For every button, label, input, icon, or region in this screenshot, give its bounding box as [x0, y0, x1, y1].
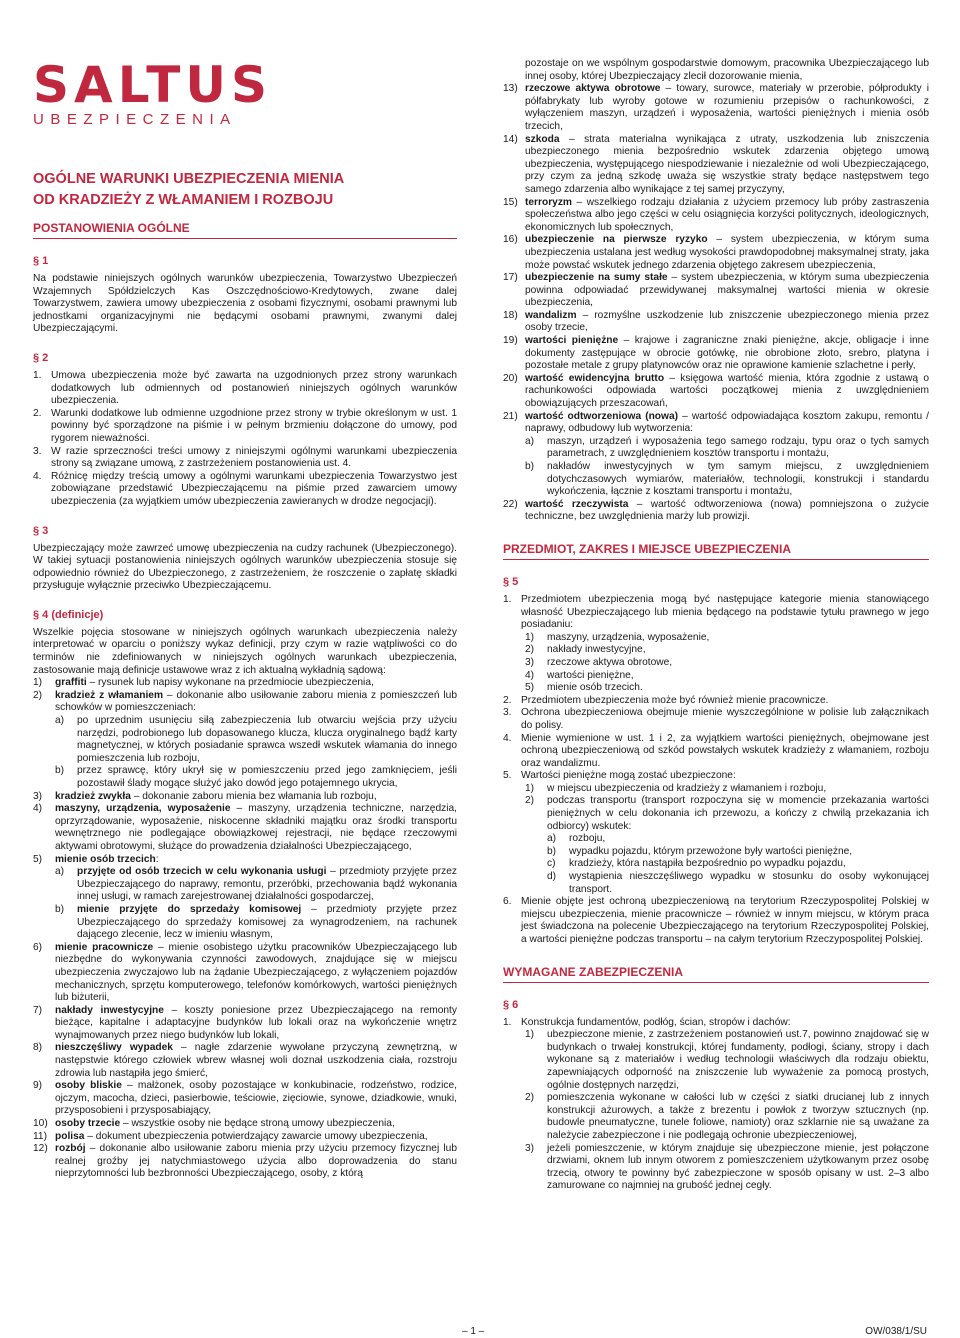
definition-item: 6) mienie pracownicze – mienie osobistego użytku pracowników Ubezpieczającego lub niezbędne do wykonywania czynności zawodowych, znajdujące się w miejscu ubezpieczenia zwyczajowo lub na żądanie Ubezpieczającego, z wyłączeniem pojazdów mechanicznych, sprzętu komputerowego, telefonów komórkowych, wartości pieniężnych lub biżuterii,	[33, 941, 457, 1004]
p5-item: 6. Mienie objęte jest ochroną ubezpieczeniową na terytorium Rzeczypospolitej Polskiej w miejscu ubezpieczenia, mienie pracownicze – również w innym miejscu, w którym praca jest świadczona na polecenie Ubezpieczającego na terytorium Rzeczypospolitej Polskiej, a wartości pieniężne podczas transportu – na całym terytorium Rzeczypospolitej Polskiej.	[503, 896, 929, 945]
p5-subitem: 4) wartości pieniężne,	[525, 669, 634, 681]
definition-item: 18) wandalizm – rozmyślne uszkodzenie lub zniszczenie ubezpieczonego mienia przez osoby trzecie,	[503, 309, 929, 334]
definition-item: 16) ubezpieczenie na pierwsze ryzyko – system ubezpieczenia, w którym suma ubezpieczenia ustalana jest według wysokości prawdopodobnej maksymalnej straty, jaka może powstać wskutek jednego zdarzenia objętego zakresem ubezpieczenia,	[503, 234, 929, 271]
title-line-2: OD KRADZIEŻY Z WŁAMANIEM I ROZBOJU	[33, 192, 334, 208]
p2-item: 2. Warunki dodatkowe lub odmienne uzgodnione przez strony w trybie określonym w ust. 1 powinny być sporządzone na piśmie i w pełnym brzmieniu dołączone do umowy, pod rygorem nieważności.	[33, 407, 457, 444]
definition-item: 2) kradzież z włamaniem – dokonanie albo usiłowanie zaboru mienia z pomieszczeń lub schowków w pomieszczeniach:	[33, 689, 457, 714]
definition-subitem: a) maszyn, urządzeń i wyposażenia tego samego rodzaju, typu oraz o tych samych parametrach, z uwzględnieniem kosztów transportu i montażu,	[525, 435, 929, 460]
p5-subsubitem: c) kradzieży, która nastąpiła bezpośrednio po wypadku pojazdu,	[547, 858, 846, 870]
paragraph-4-intro: Wszelkie pojęcia stosowane w niniejszych ogólnych warunkach ubezpieczenia należy interpretować w oparciu o poniższy wykaz definicji, przy czym w razie wątpliwości co do terminów nie zdefiniowanych w niniejszych ogólnych warunkach ubezpieczenia, zastosowanie mają definicje ustawowe wraz z ich aktualną wykładnią sądową:	[33, 626, 457, 676]
definition-item: 10) osoby trzecie – wszystkie osoby nie będące stroną umowy ubezpieczenia,	[33, 1118, 395, 1130]
p6-subitem: 3) jeżeli pomieszczenie, w którym znajduje się ubezpieczone mienie, jest połączone drzwiami, oknem lub innym otworem z pomieszczeniem użytkowanym przez osobę trzecią, otwory te powinny być zabezpieczone w sposób opisany w ust. 2–3 albo zamurowane co najmniej na grubość jednej cegły.	[525, 1142, 929, 1192]
paragraph-1-text: Na podstawie niniejszych ogólnych warunków ubezpieczenia, Towarzystwo Ubezpieczeń Wzajemnych Spółdzielczych Kas Oszczędnościowo-Kredytowych, zwane dalej Towarzystwem, zawiera umowy ubezpieczenia z osobami fizycznymi, osobami prawnymi lub jednostkami organizacyjnymi nie będącymi osobami prawnymi, zwanymi dalej Ubezpieczającymi.	[33, 273, 457, 335]
definition-subitem: a) po uprzednim usunięciu siłą zabezpieczenia lub otwarciu wejścia przy użyciu narzędzi, podrobionego lub dopasowanego klucza, klucza oryginalnego bądź karty magnetycznej, w których posiadanie sprawca wszedł wskutek włamania do innego pomieszczenia lub rozboju,	[55, 715, 457, 764]
p5-item: 4. Mienie wymienione w ust. 1 i 2, za wyjątkiem wartości pieniężnych, obejmowane jest ochroną ubezpieczeniową od szkód powstałych wskutek kradzieży z włamaniem, rozboju oraz wandalizmu.	[503, 732, 929, 769]
definition-item: 21) wartość odtworzeniowa (nowa) – wartość odpowiadająca kosztom zakupu, remontu / naprawy, odbudowy lub wytworzenia:	[503, 410, 929, 435]
left-column	[33, 221, 457, 1181]
definition-item: 17) ubezpieczenie na sumy stałe – system ubezpieczenia, w którym suma ubezpieczenia powinna odpowiadać przewidywanej maksymalnej wartości mienia w okresie ubezpieczenia,	[503, 272, 929, 309]
paragraph-5-heading: § 5	[503, 575, 519, 588]
document-title	[33, 169, 463, 211]
definition-item: 5) mienie osób trzecich:	[33, 853, 159, 865]
paragraph-1-heading: § 1	[33, 255, 49, 267]
definition-item: 13) rzeczowe aktywa obrotowe – towary, surowce, materiały w przerobie, półprodukty i półfabrykaty lub wyroby gotowe w rozumieniu przepisów o rachunkowości, z wyłączeniem maszyn, urządzeń i wyposażenia, wartości pieniężnych i mienia osób trzecich,	[503, 83, 929, 132]
p5-subsubitem: a) rozboju,	[547, 833, 606, 845]
p5-subitem: 3) rzeczowe aktywa obrotowe,	[525, 656, 673, 668]
p5-subsubitem: d) wystąpienia nieszczęśliwego wypadku w stosunku do osoby wykonującej transport.	[547, 871, 929, 895]
p2-item: 1. Umowa ubezpieczenia może być zawarta na uzgodnionych przez strony warunkach dodatkowych lub odmiennych od postanowień niniejszych ogólnych warunków ubezpieczenia.	[33, 369, 457, 407]
logo	[33, 56, 273, 128]
definition-subitem: b) mienie przyjęte do sprzedaży komisowej – przedmioty przyjęte przez Ubezpieczającego do sprzedaży komisowej za wynagrodzeniem, na rachunek dającego zlecenie, lecz w imieniu własnym,	[55, 903, 457, 941]
paragraph-4-heading: § 4 (definicje)	[33, 608, 104, 621]
definition-item: 9) osoby bliskie – małżonek, osoby pozostające w konkubinacie, rodzeństwo, rodzice, ojczym, macocha, dzieci, pasierbowie, teściowie, zięciowie, synowe, dziadkowie, wnuki, przysposobieni i przysposabiający,	[33, 1080, 457, 1117]
paragraph-6-heading: § 6	[503, 998, 519, 1011]
section-subject-heading: PRZEDMIOT, ZAKRES I MIEJSCE UBEZPIECZENIA	[503, 542, 929, 560]
p5-subitem: 1) maszyny, urządzenia, wyposażenie,	[525, 631, 710, 643]
section-security-heading: WYMAGANE ZABEZPIECZENIA	[503, 965, 929, 983]
p6-subitem: 2) pomieszczenia wykonane w całości lub w części z siatki drucianej lub z innych konstrukcji ażurowych, a także z brezentu i powłok z tworzyw sztucznych (np. budowle pneumatyczne, tunele foliowe, namioty) oraz szklarnie nie są uważane za należycie zabezpieczone i nie podlegają ochronie ubezpieczeniowej,	[525, 1092, 929, 1141]
definition-item: 11) polisa – dokument ubezpieczenia potwierdzający zawarcie umowy ubezpieczenia,	[33, 1130, 428, 1142]
p5-subitem: 5) mienie osób trzecich.	[525, 682, 643, 694]
logo-subtitle: UBEZPIECZENIA	[33, 111, 237, 128]
paragraph-3-heading: § 3	[33, 524, 49, 537]
p2-item: 4. Różnicę między treścią umowy a ogólnymi warunkami ubezpieczenia Towarzystwo jest zobowiązane przedstawić Ubezpieczającemu na piśmie przed zawarciem umowy ubezpieczenia (za wyjątkiem umów ubezpieczenia zawieranych w drodze negocjacji).	[33, 470, 457, 507]
p6-subitem: 1) ubezpieczone mienie, z zastrzeżeniem postanowień ust.7, powinno znajdować się w budynkach o trwałej konstrukcji, której fundamenty, podłogi, ściany, stropy i dach wykonane są z materiałów i według technologii właściwych dla rodzaju obiektu, zapewniających odporność na zniszczenie lub wyważenie za pomocą prostych, ogólnie dostępnych narzędzi,	[525, 1029, 929, 1091]
title-line-1: OGÓLNE WARUNKI UBEZPIECZENIA MIENIA	[33, 171, 345, 187]
p5-subitem: 1) w miejscu ubezpieczenia od kradzieży z włamaniem i rozboju,	[525, 782, 827, 794]
p5-subitem: 2) nakłady inwestycyjne,	[525, 644, 646, 656]
definition-item: 15) terroryzm – wszelkiego rodzaju działania z użyciem przemocy lub próby zastraszenia społeczeństwa albo jego części w celu osiągnięcia korzyści politycznych, ideologicznych, ekonomicznych lub społecznych,	[503, 196, 929, 233]
definition-continuation: pozostaje on we wspólnym gospodarstwie domowym, pracownika Ubezpieczającego lub innej osoby, której Ubezpieczający zlecił dozorowanie mienia,	[525, 58, 929, 82]
p5-subsubitem: b) wypadku pojazdu, którym przewożone były wartości pieniężne,	[547, 845, 853, 857]
paragraph-2-heading: § 2	[33, 351, 49, 364]
definition-item: 22) wartość rzeczywista – wartość odtworzeniowa (nowa) pomniejszona o zużycie techniczne, bez uwzględnienia marży lub prowizji.	[503, 498, 929, 523]
logo-wordmark: SALTUS	[33, 56, 273, 114]
definition-item: 1) graffiti – rysunek lub napisy wykonane na przedmiocie ubezpieczenia,	[33, 677, 374, 689]
definition-item: 7) nakłady inwestycyjne – koszty poniesione przez Ubezpieczającego na remonty bieżące, kapitalne i adaptacyjne budynków lub lokali oraz na wykończenie wnętrz wynajmowanych przez niego budynków lub lokali,	[33, 1004, 457, 1041]
paragraph-3-text: Ubezpieczający może zawrzeć umowę ubezpieczenia na cudzy rachunek (Ubezpieczonego). W takiej sytuacji postanowienia niniejszych ogólnych warunków ubezpieczenia stosuje się odpowiednio również do Ubezpieczonego, z zastrzeżeniem, że roszczenie o zapłatę składki przysługuje wyłącznie przeciwko Ubezpieczającemu.	[33, 542, 457, 592]
page-number: – 1 –	[462, 1326, 485, 1337]
document-code: OW/038/1/SU	[865, 1326, 927, 1337]
p5-item: 3. Ochrona ubezpieczeniowa obejmuje mienie wyszczególnione w polisie lub załącznikach do polisy.	[503, 707, 929, 731]
p6-item: 1. Konstrukcja fundamentów, podłóg, ścian, stropów i dachów:	[503, 1016, 791, 1028]
definition-item: 3) kradzież zwykła – dokonanie zaboru mienia bez włamania lub rozboju,	[33, 790, 377, 802]
definition-item: 8) nieszczęśliwy wypadek – nagłe zdarzenie wywołane przyczyną zewnętrzną, w następstwie którego człowiek wbrew własnej woli doznał uszkodzenia ciała, rozstroju zdrowia lub nastąpiła jego śmierć,	[33, 1042, 457, 1079]
definition-item: 4) maszyny, urządzenia, wyposażenie – maszyny, urządzenia techniczne, narzędzia, oprzyrządowanie, wyposażenie, niskocenne składniki majątku oraz środki transportu wewnętrznego nie podlegające obowiązkowej rejestracji, nie będące rzeczowymi aktywami obrotowymi, służące do prowadzenia działalności Ubezpieczającego,	[33, 803, 457, 852]
p5-item: 1. Przedmiotem ubezpieczenia mogą być następujące kategorie mienia stanowiącego własność Ubezpieczającego lub mienia będącego na podstawie tytułu prawnego w jego posiadaniu:	[503, 593, 929, 631]
p5-item: 2. Przedmiotem ubezpieczenia może być również mienie pracownicze.	[503, 694, 829, 706]
definition-subitem: b) nakładów inwestycyjnych w tym samym miejscu, z uwzględnieniem dotychczasowych wymiarów, materiałów, technologii, konstrukcji i standardu wykończenia, łącznie z kosztami transportu i montażu,	[525, 461, 929, 498]
right-column	[503, 58, 929, 1193]
definition-item: 14) szkoda – strata materialna wynikająca z utraty, uszkodzenia lub zniszczenia ubezpieczonego mienia bezpośrednio wskutek zdarzenia objętego umową ubezpieczenia, występującego niespodziewanie i niezależnie od woli Ubezpieczającego, przy czym za jedną szkodę uważa się wszystkie straty będące następstwem tego samego zdarzenia albo wynikające z tej samej przyczyny,	[503, 133, 929, 195]
definition-subitem: b) przez sprawcę, który ukrył się w pomieszczeniu przed jego zamknięciem, jeśli pozostawił ślady mogące służyć jako dowód jego potajemnego ukrycia,	[55, 765, 457, 789]
definition-subitem: a) przyjęte od osób trzecich w celu wykonania usługi – przedmioty przyjęte przez Ubezpieczającego do naprawy, remontu, przeróbki, przechowania bądź wykonania innej usługi, w ramach zarejestrowanej działalności gospodarczej,	[55, 866, 457, 903]
definition-item: 19) wartości pieniężne – krajowe i zagraniczne znaki pieniężne, akcje, obligacje i inne dokumenty zastępujące w obrocie gotówkę, nie obrobione złoto, srebro, platyna i pozostałe metale z grupy platynowców oraz nie oprawione kamienie szlachetne i perły,	[503, 335, 929, 372]
p2-item: 3. W razie sprzeczności treści umowy z niniejszymi ogólnymi warunkami ubezpieczenia strony są związane umową, z zastrzeżeniem postanowienia ust. 4.	[33, 445, 457, 470]
definition-item: 20) wartość ewidencyjna brutto – księgowa wartość mienia, która zgodnie z ustawą o rachunkowości odpowiada wartości początkowej mienia z uwzględnieniem obowiązujących przeszacowań,	[503, 372, 929, 410]
definition-item: 12) rozbój – dokonanie albo usiłowanie zaboru mienia przy użyciu przemocy fizycznej lub realnej groźby jej natychmiastowego użycia albo doprowadzenia do stanu nieprzytomności lub bezbronności Ubezpieczającego, osoby, z którą	[33, 1143, 457, 1180]
p5-item: 5. Wartości pieniężne mogą zostać ubezpieczone:	[503, 770, 736, 782]
p5-subitem: 2) podczas transportu (transport rozpoczyna się w momencie przekazania wartości pieniężnych w celu dokonania ich przewozu, a kończy z chwilą przekazania ich odbiorcy) wskutek:	[525, 795, 929, 832]
section-general-heading: POSTANOWIENIA OGÓLNE	[33, 221, 457, 239]
